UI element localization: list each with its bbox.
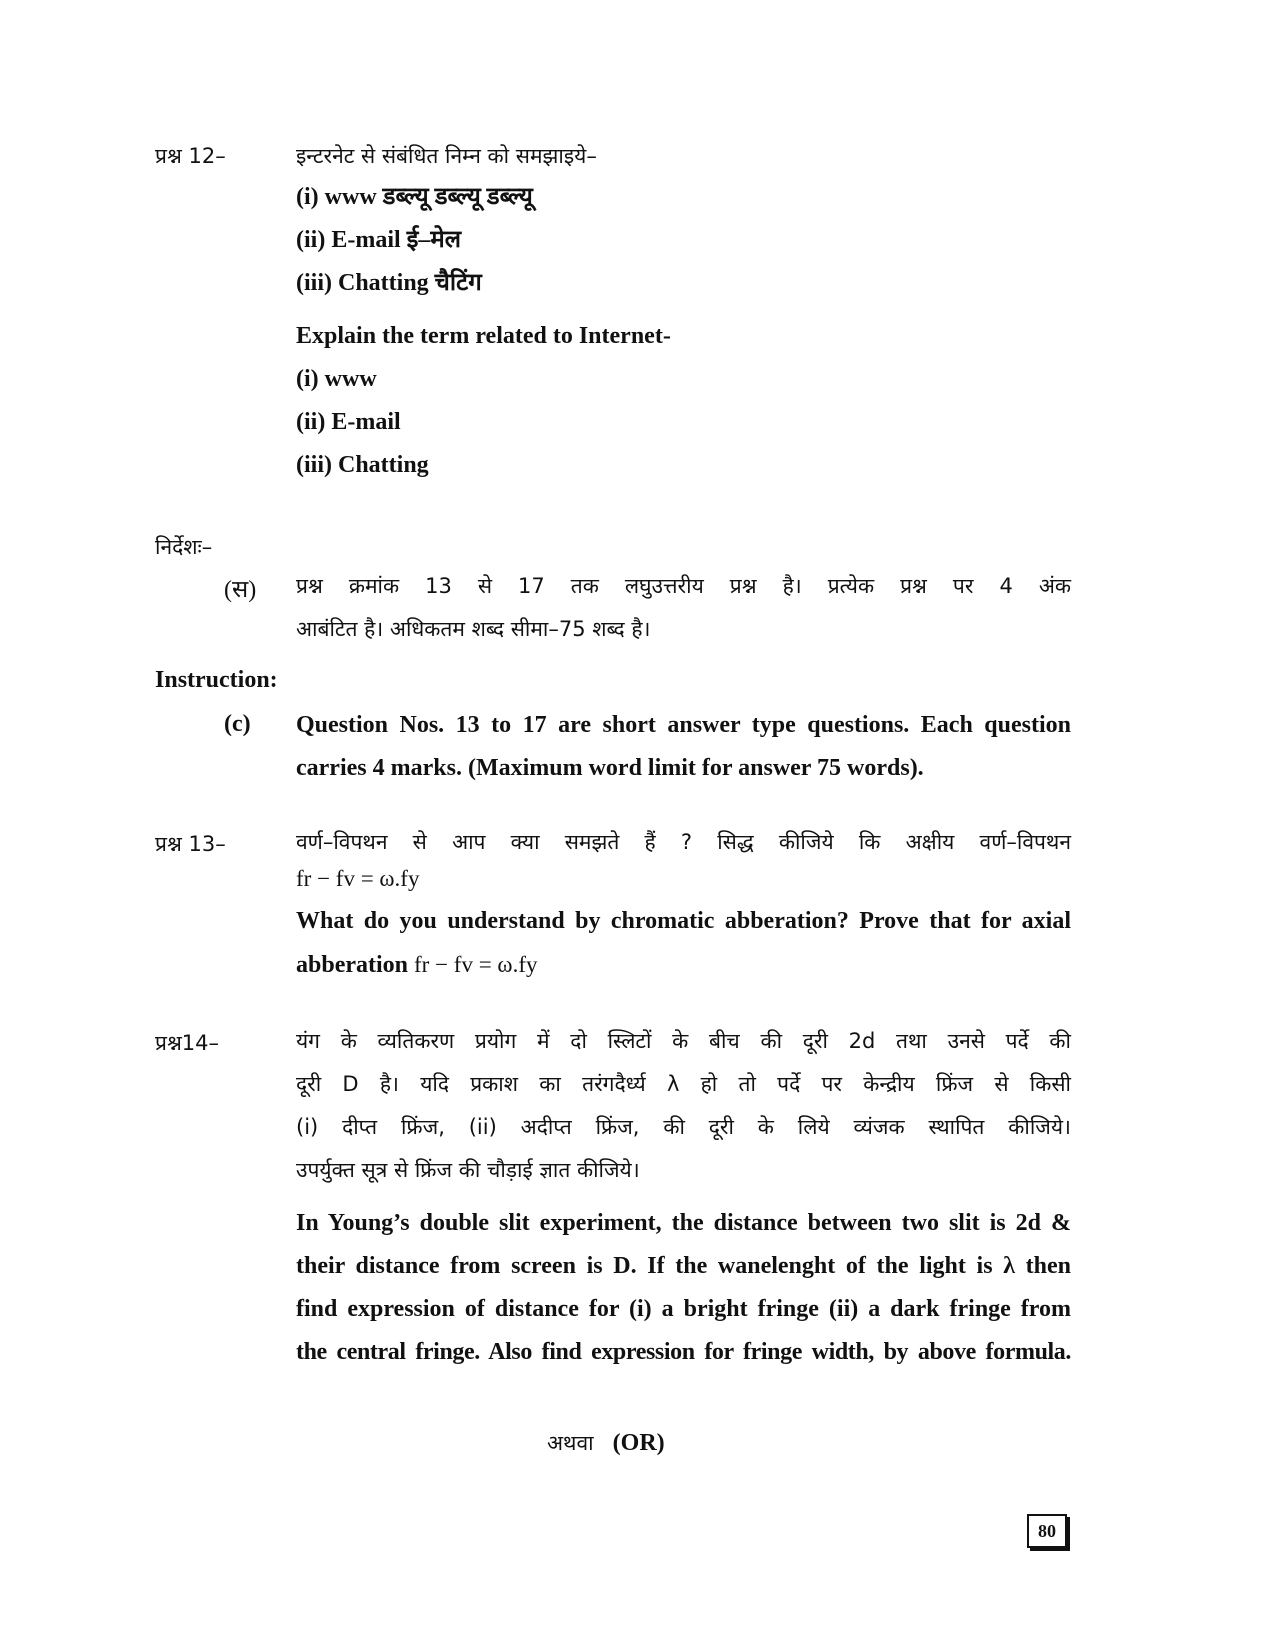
- q12-hi-item-3: (iii) Chatting चैटिंग: [296, 270, 482, 296]
- directions-en-marker: (c): [224, 711, 251, 737]
- q14-hi-line-2: दूरी D है। यदि प्रकाश का तरंगदैर्ध्य λ हो तो पर्दे पर केन्द्रीय फ्रिंज से किसी: [296, 1072, 1071, 1096]
- q12-hi-item-1: (i) www डब्ल्यू डब्ल्यू डब्ल्यू: [296, 184, 533, 210]
- q12-hi-prompt: इन्टरनेट से संबंधित निम्न को समझाइये–: [296, 144, 597, 168]
- q13-en-line-2: [296, 943, 1071, 986]
- directions-en-text: [296, 704, 1071, 790]
- q13-number: प्रश्न 13–: [155, 832, 226, 856]
- page-number: 80: [1027, 1514, 1067, 1548]
- q14-number: प्रश्न14–: [155, 1031, 220, 1055]
- q12-number: प्रश्न 12–: [155, 144, 226, 168]
- or-label-hi: अथवा: [547, 1431, 594, 1455]
- q14-en-line-2: their distance from screen is D. If the wanelenght of the light is λ then: [296, 1253, 1071, 1279]
- q14-hi-line-3: (i) दीप्त फ्रिंज, (ii) अदीप्त फ्रिंज, की दूरी के लिये व्यंजक स्थापित कीजिये।: [296, 1115, 1071, 1139]
- q13-formula-2: fr − fv = ω.fy: [414, 952, 538, 977]
- directions-en-line-2: carries 4 marks. (Maximum word limit for answer 75 words).: [296, 755, 924, 781]
- q12-en-prompt: Explain the term related to Internet-: [296, 323, 671, 349]
- or-separator: [547, 1426, 665, 1462]
- q14-en-line-1: In Young’s double slit experiment, the distance between two slit is 2d &: [296, 1210, 1071, 1236]
- q14-en-line-3: find expression of distance for (i) a bright fringe (ii) a dark fringe from: [296, 1296, 1071, 1322]
- directions-hi-line-1: प्रश्न क्रमांक 13 से 17 तक लघुउत्तरीय प्रश्न है। प्रत्येक प्रश्न पर 4 अंक: [296, 574, 1071, 598]
- q13-hi-line: वर्ण–विपथन से आप क्या समझते हैं ? सिद्ध कीजिये कि अक्षीय वर्ण–विपथन: [296, 830, 1071, 854]
- q12-en-item-3: (iii) Chatting: [296, 452, 429, 478]
- q12-en-item-1: (i) www: [296, 366, 377, 392]
- q13-en-line-2-text: abberation: [296, 952, 409, 978]
- q14-block: [296, 1020, 1071, 1374]
- directions-en-heading: Instruction:: [155, 667, 278, 693]
- q14-hi-line-1: यंग के व्यतिकरण प्रयोग में दो स्लिटों के बीच की दूरी 2d तथा उनसे पर्दे की: [296, 1029, 1071, 1053]
- directions-hi-marker: (स): [224, 577, 257, 603]
- q14-hi-line-4: उपर्युक्त सूत्र से फ्रिंज की चौड़ाई ज्ञात कीजिये।: [296, 1158, 640, 1182]
- directions-hi-heading: निर्देशः–: [155, 535, 213, 559]
- q13-block: [296, 822, 1071, 986]
- or-label-en: (OR): [612, 1430, 665, 1456]
- q12-en-item-2: (ii) E-mail: [296, 409, 401, 435]
- q12-hi-item-2: (ii) E-mail ई–मेल: [296, 227, 462, 253]
- q13-formula-1: fr − fv = ω.fy: [296, 866, 420, 891]
- q13-en-line-1: What do you understand by chromatic abberation? Prove that for axial: [296, 908, 1071, 934]
- directions-en-line-1: Question Nos. 13 to 17 are short answer type questions. Each question: [296, 712, 1071, 738]
- q14-en-line-4: the central fringe. Also find expression for fringe width, by above formula.: [296, 1339, 1071, 1365]
- directions-hi-line-2: आबंटित है। अधिकतम शब्द सीमा–75 शब्द है।: [296, 617, 651, 641]
- q12-block: [296, 136, 1071, 487]
- directions-hi-text: [296, 565, 1071, 651]
